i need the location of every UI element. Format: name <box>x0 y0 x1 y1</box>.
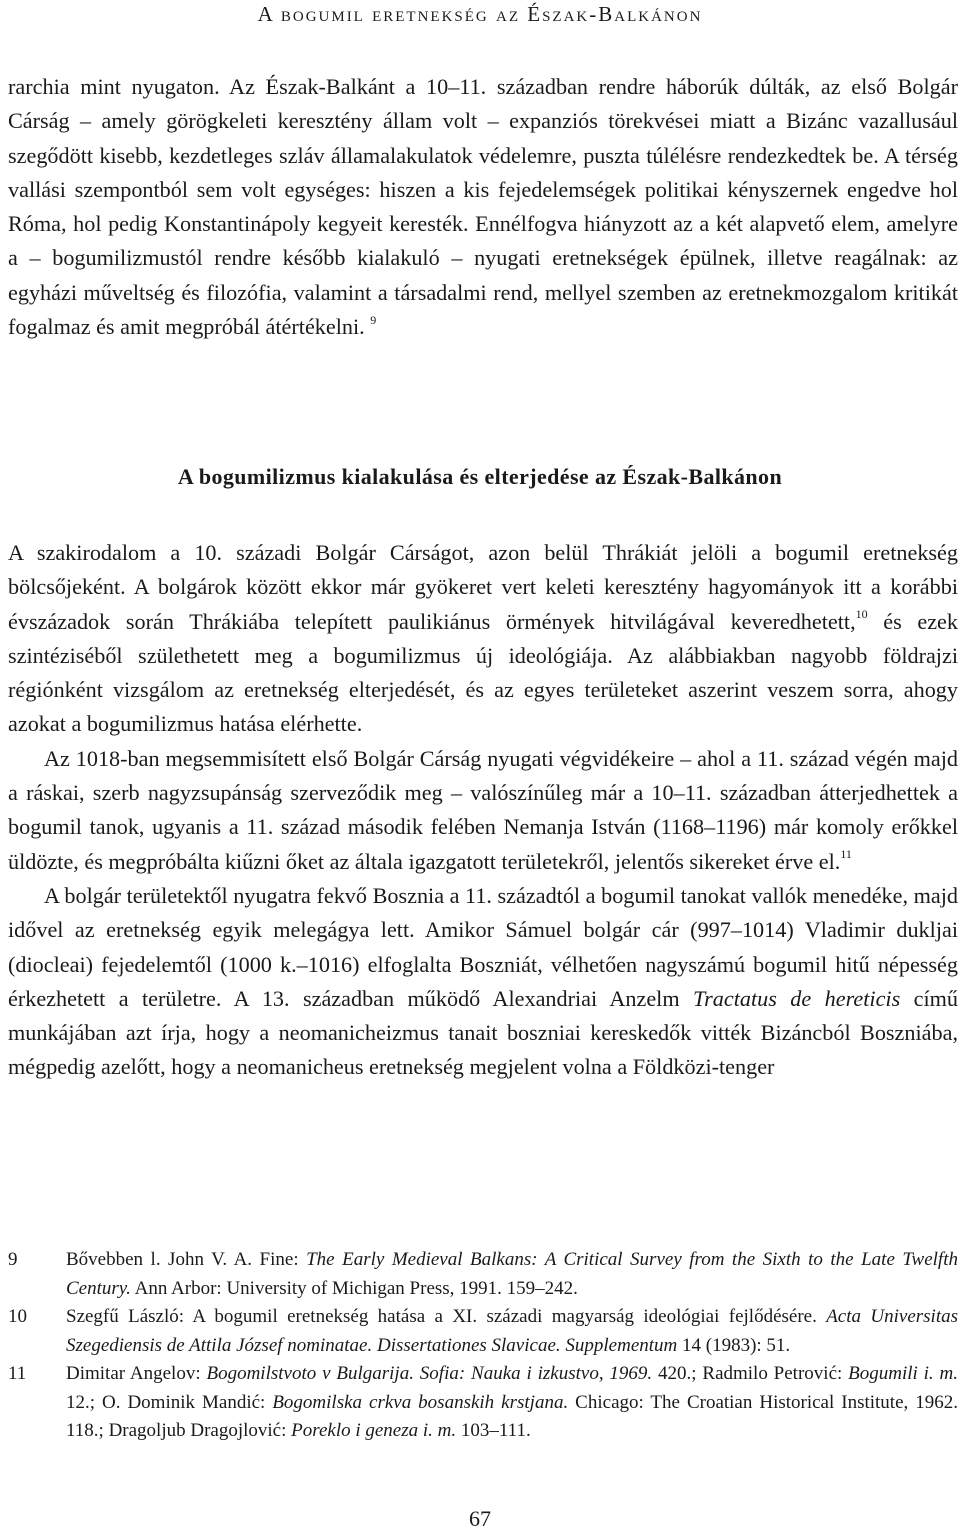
footnote-italic-title: The Early Medieval Balkans: A Critical Survey from the Sixth to the Late Twelfth Century. <box>66 1249 958 1299</box>
footnote-italic-title: Acta Universitas Szegediensis de Attila József nominatae. Dissertationes Slavicae. Supplementum <box>66 1306 958 1356</box>
footnote-text-part: Dimitar Angelov: <box>66 1363 207 1384</box>
paragraph-2 <box>8 536 958 742</box>
paragraph-2-text-b: és ezek szintéziséből születhetett meg a bogumilizmus új ideológiája. Az alábbiakban nagyobb földrajzi régiónként vizsgálom az eretnekség elterjedését, és az egyes területeket aszerint veszem sorra, ahogy azokat a bogumilizmus hatása elérhette. <box>8 608 958 737</box>
footnote-10 <box>8 1303 958 1360</box>
paragraph-4-text-b: című munkájában azt írja, hogy a neomanicheizmus tanait boszniai kereskedők vitték Bizáncból Boszniába, mégpedig azelőtt, hogy a neomanicheus eretnekség megjelent volna a Földközi-tenger <box>8 985 958 1080</box>
footnotes <box>8 1246 958 1446</box>
paragraph-1-text: rarchia mint nyugaton. Az Észak-Balkánt a 10–11. században rendre háborúk dúlták, az első Bolgár Cárság – amely görögkeleti keresztény állam volt – expanziós törekvései miatt a Bizánc vazallusául szegődött kisebb, kezdetleges szláv államalakulatok védelemre, puszta túlélésre rendezkedtek be. A térség vallási szempontból sem volt egységes: hiszen a kis fejedelemségek politikai kényszernek engedve hol Róma, hol pedig Konstantinápoly kegyeit keresték. Ennélfogva hiányzott az a két alapvető elem, amelyre a – bogumilizmustól rendre később kialakuló – nyugati eretnekségek épülnek, illetve reagálnak: az egyházi műveltség és filozófia, valamint a társadalmi rend, mellyel szemben az eretnekmozgalom kritikát fogalmaz és amit megpróbál átértékelni. <box>8 74 958 340</box>
paragraph-3 <box>8 742 958 879</box>
footnote-text <box>66 1246 958 1303</box>
italic-title: Tractatus de hereticis <box>693 985 901 1011</box>
footnote-text <box>66 1303 958 1360</box>
footnote-italic-title: Bogumili i. m. <box>848 1363 958 1384</box>
paragraph-3-text: Az 1018-ban megsemmisített első Bolgár Cárság nyugati végvidékeire – ahol a 11. század végén majd a ráskai, szerb nagyzsupánság szerveződik meg – valószínűleg már a 10–11. században átterjedhettek a bogumil tanok, ugyanis a 11. század második felében Nemanja István (1168–1196) már komoly erőkkel üldözte, és megpróbálta kiűzni őket az általa igazgatott területekről, jelentős sikereket érve el. <box>8 745 958 874</box>
footnote-italic-title: Bogomilska crkva bosanskih krstjana. <box>272 1391 569 1413</box>
footnote-italic-title: Bogomilstvoto v Bulgarija. Sofia: Nauka i izkustvo, 1969. <box>206 1363 653 1384</box>
footnote-9 <box>8 1246 958 1303</box>
footnote-text-part: Chicago: The Croatian Historical Institute, 1962. 118.; Dragoljub Dragojlović: <box>66 1391 958 1441</box>
footnote-text-part: 420.; Radmilo Petrović: <box>652 1363 849 1384</box>
paragraph-1 <box>8 70 958 344</box>
paragraph-2-text-a: A szakirodalom a 10. századi Bolgár Cárságot, azon belül Thrákiát jelöli a bogumil eretnekség bölcsőjeként. A bolgárok között ekkor már gyökeret vert keleti keresztény hagyományok itt a korábbi évszázadok során Thrákiába telepített paulikiánus örmények hitvilágával keveredhetett, <box>8 540 958 634</box>
footnote-text-part: 14 (1983): 51. <box>677 1334 791 1356</box>
footnote-text-part: 12.; O. Dominik Mandić: <box>66 1391 273 1413</box>
footnote-ref-11[interactable]: 11 <box>840 847 852 862</box>
footnote-11 <box>8 1360 958 1446</box>
running-head: A bogumil eretnekség az Észak-Balkánon <box>257 2 703 26</box>
footnote-text-part: 103–111. <box>456 1420 531 1441</box>
paragraph-4 <box>8 879 958 1085</box>
paragraph-4-text-a: A bolgár területektől nyugatra fekvő Bosznia a 11. századtól a bogumil tanokat vallók menedéke, majd idővel az eretnekség egyik melegágya lett. Amikor Sámuel bolgár cár (997–1014) Vladimir dukljai (diocleai) fejedelemtől (1000 k.–1016) elfoglalta Boszniát, vélhetően nagyszámú bogumil hitű népesség érkezhetett a területre. A 13. században működő Alexandriai Anzelm <box>8 882 958 1011</box>
footnote-text-part: Szegfű László: A bogumil eretnekség hatása a XI. századi magyarság ideológiai fejlődésére. <box>66 1306 827 1327</box>
footnote-ref-10[interactable]: 10 <box>855 607 868 622</box>
footnote-number: 11 <box>8 1363 27 1384</box>
section-heading: A bogumilizmus kialakulása és elterjedése az Észak-Balkánon <box>177 464 783 489</box>
footnote-text-part: Bővebben l. John V. A. Fine: <box>66 1249 307 1270</box>
page-number: 67 <box>469 1506 491 1531</box>
footnote-number: 10 <box>8 1306 27 1327</box>
footnote-italic-title: Poreklo i geneza i. m. <box>291 1420 457 1441</box>
footnote-ref-9[interactable]: 9 <box>370 312 377 327</box>
footnote-text <box>66 1360 958 1446</box>
footnote-number: 9 <box>8 1249 18 1270</box>
section-body <box>8 536 958 1085</box>
footnote-text-part: Ann Arbor: University of Michigan Press, 1991. 159–242. <box>130 1277 578 1299</box>
